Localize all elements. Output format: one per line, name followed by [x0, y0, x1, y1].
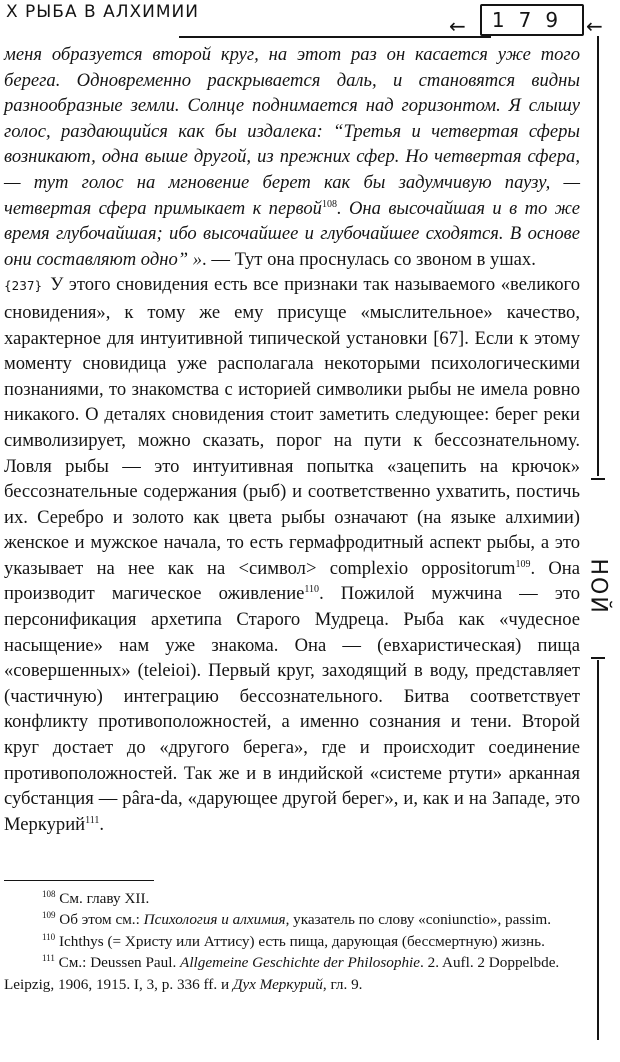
body-text	[4, 42, 580, 837]
footnote-110: $^{110}$ Ichthys (= Христу или Аттису) есть пища, дарующая (бессмертную) жизнь.	[42, 931, 545, 950]
footnote-rule	[4, 880, 154, 881]
footnote-ref[interactable]: 109	[515, 558, 531, 570]
paragraph-1: меня образуется второй круг, на этот раз он касается уже того берега. Одновременно раскрывается даль, и становятся видны разнообразные земли. Солнце поднимается над горизонтом. Я слышу голос, раздающийся как бы издалека: “Третья и четвертая сферы возникают, одна выше другой, из прежних сфер. Но четвертая сфера, — тут голос на мгновение берет как бы задумчивую паузу, — четвертая сфера примыкает к первой$^{108}$. Она высочайшая и в то же время глубочайшая; ибо высочайшее и глубочайшее сходятся. В основе они составляют одно” ». — Тут она проснулась со звоном в ушах.	[4, 44, 580, 270]
footnote-109: $^{109}$ Об этом см.: Психология и алхимия, указатель по слову «coniunctio», passim.	[42, 910, 552, 929]
margin-tick	[591, 478, 605, 480]
header-rule	[179, 36, 491, 38]
arrow-right-icon: ←	[586, 14, 603, 38]
footnote-ref[interactable]: 108	[321, 198, 337, 210]
arrow-left-icon: ←	[449, 14, 466, 38]
footnote-111: $^{111}$ См.: Deussen Paul. Allgemeine Geschichte der Philosophie. 2. Aufl. 2 Doppelbde. Leipzig, 1906, 1915. I, 3, p. 336 ff. и Дух Меркурий, гл. 9.	[4, 953, 560, 993]
side-label: НОЙ	[585, 558, 611, 615]
margin-rule	[597, 660, 599, 1040]
page-header	[4, 0, 616, 40]
paragraph-mark: {237}	[4, 279, 43, 294]
running-head: X РЫБА В АЛХИМИИ	[6, 2, 199, 22]
footnote-108: $^{108}$ См. главу XII.	[42, 888, 150, 907]
margin-tick	[591, 657, 605, 659]
footnote-ref[interactable]: 111	[85, 814, 100, 826]
paragraph-2: {237} У этого сновидения есть все признаки так называемого «великого сновидения», к тому же ему присуще «мыслительное» качество, характерное для интуитивной типической установки [67]. Если к этому моменту сновидица уже располагала некоторыми психологическими познаниями, то знакомства с историей символики рыбы не имела ровно никакого. О деталях сновидения стоит заметить следующее: берег реки символизирует, можно сказать, порог на пути к бессознательному. Ловля рыбы — это интуитивная попытка «зацепить на крючок» бессознательные содержания (рыб) и соответственно ухватить, постичь их. Серебро и золото как цвета рыбы означают (на языке алхимии) женское и мужское начала, то есть гермафродитный аспект рыбы, а это указывает на нее как на <символ> complexio oppositorum$^{109}$. Она производит магическое оживление$^{110}$. Пожилой мужчина — это персонификация архетипа Старого Мудреца. Рыба как «чудесное насыщение» нам уже знакома. Она — (евхаристическая) пища «совершенных» (teleioi). Первый круг, заходящий в воду, представляет (частичную) интеграцию бессознательного. Битва соответствует конфликту противоположностей, а именно сознания и тени. Второй круг достает до «другого берега», где и происходит соединение противоположностей. Так же и в индийской «системе ртути» арканная субстанция — pâra-da, «дарующее другой берег», и, как и на Западе, это Меркурий$^{111}$.	[4, 274, 580, 835]
page-number: 179	[480, 4, 584, 36]
footnote-ref[interactable]: 110	[304, 584, 320, 596]
margin-rule	[597, 36, 599, 476]
footnotes	[4, 888, 578, 995]
